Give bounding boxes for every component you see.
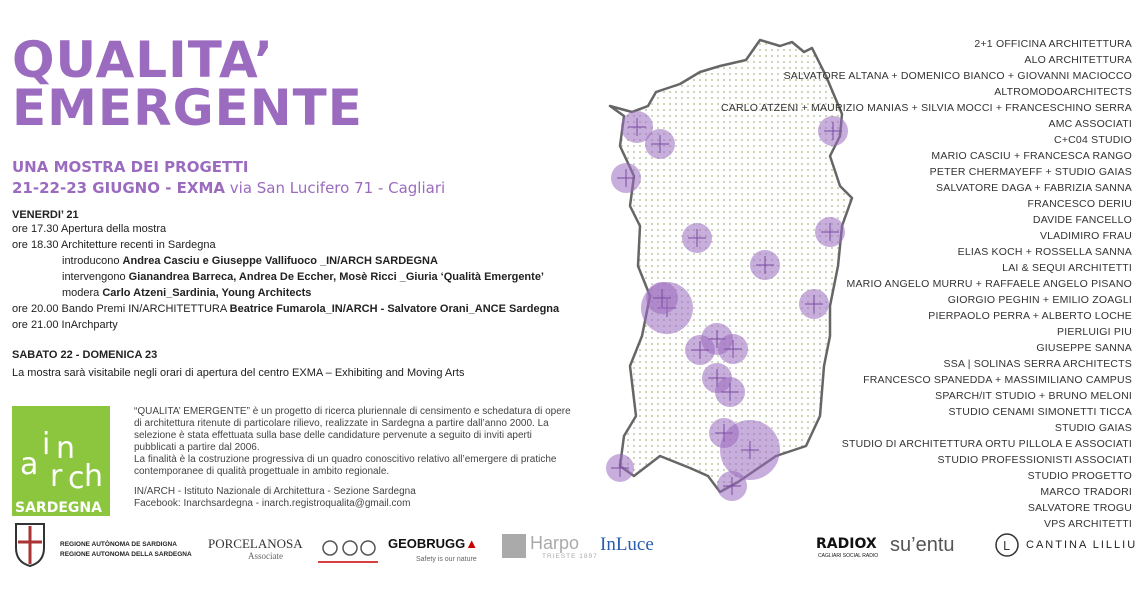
- desc-paragraph: La finalità è la costruzione progressiva di un quadro conoscitivo relativo all’emergere di pratiche contemporanee di qualità progettuale in ambito regionale.: [134, 454, 557, 477]
- desc-paragraph: “QUALITA’ EMERGENTE” è un progetto di ricerca pluriennale di censimento e schedatura di opere di architettura ritenute di particolare rilievo, realizzate in Sardegna a partire dall’anno 2000. La selezione è stata effettuata sulla base delle candidature pervenute a seguito di inviti aperti pubblicati a partire dal 2006.: [134, 406, 571, 453]
- region-name: REGIONE AUTÒNOMA DE SARDIGNA REGIONE AUTONOMA DELLA SARDEGNA: [60, 541, 192, 558]
- svg-text:c: c: [68, 461, 85, 496]
- architect-name: DAVIDE FANCELLO: [1032, 214, 1132, 226]
- contact-line: Facebook: Inarchsardegna - inarch.registroqualita@gmail.com: [134, 498, 411, 509]
- architect-name: MARIO CASCIU + FRANCESCA RANGO: [931, 150, 1132, 162]
- odq-logo-icon: [316, 536, 380, 571]
- svg-text:i: i: [42, 427, 51, 462]
- architect-name: PIERLUIGI PIU: [1057, 326, 1132, 338]
- architect-name: FRANCESCO DERIU: [1027, 198, 1132, 210]
- inarch-logo: [12, 406, 110, 516]
- sponsor-bar: [12, 520, 1138, 580]
- architect-name: STUDIO PROFESSIONISTI ASSOCIATI: [937, 454, 1132, 466]
- geobrugg-logo: GEOBRUGG▲: [388, 536, 479, 551]
- architect-name: GIORGIO PEGHIN + EMILIO ZOAGLI: [947, 294, 1132, 306]
- harpo-square-icon: [502, 534, 526, 558]
- desc-paragraph: IN/ARCH - Istituto Nazionale di Architettura - Sezione Sardegna: [134, 486, 416, 497]
- dates: 21-22-23 GIUGNO - EXMA: [12, 179, 226, 197]
- architect-name: VLADIMIRO FRAU: [1039, 230, 1132, 242]
- architect-name: MARIO ANGELO MURRU + RAFFAELE ANGELO PISANO: [846, 278, 1132, 290]
- architect-name: ELIAS KOCH + ROSSELLA SANNA: [957, 246, 1132, 258]
- architect-name: STUDIO DI ARCHITETTURA ORTU PILLOLA E ASSOCIATI: [841, 438, 1132, 450]
- inluce-logo: InLuce: [600, 534, 654, 555]
- svg-text:r: r: [50, 459, 63, 494]
- svg-text:h: h: [84, 459, 104, 494]
- architect-name: STUDIO GAIAS: [1054, 422, 1132, 434]
- lilliu-badge-icon: [994, 532, 1020, 563]
- architect-name: SALVATORE ALTANA + DOMENICO BIANCO + GIOVANNI MACIOCCO: [783, 70, 1132, 82]
- architect-name: MARCO TRADORI: [1040, 486, 1132, 498]
- architect-name: SALVATORE TROGU: [1027, 502, 1132, 514]
- title-line-1: QUALITA’: [12, 31, 275, 89]
- date-venue: [12, 179, 445, 197]
- programme-line: introducono Andrea Casciu e Giuseppe Vallifuoco _IN/ARCH SARDEGNA: [62, 255, 438, 267]
- architects-list: [721, 36, 1132, 532]
- architect-name: PETER CHERMAYEFF + STUDIO GAIAS: [929, 166, 1132, 178]
- programme-line: ore 20.00 Bando Premi IN/ARCHITETTURA Beatrice Fumarola_IN/ARCH - Salvatore Orani_ANCE Sardegna: [12, 303, 560, 315]
- architect-name: LAI & SEQUI ARCHITETTI: [1002, 262, 1132, 274]
- title-line-2: EMERGENTE: [12, 79, 363, 137]
- svg-text:n: n: [56, 431, 76, 466]
- venue: via San Lucifero 71 - Cagliari: [225, 179, 446, 197]
- architect-name: PIERPAOLO PERRA + ALBERTO LOCHE: [928, 310, 1132, 322]
- architect-name: SSA | SOLINAS SERRA ARCHITECTS: [943, 358, 1132, 370]
- architect-name: FRANCESCO SPANEDDA + MASSIMILIANO CAMPUS: [863, 374, 1132, 386]
- logo-label: SARDEGNA: [15, 500, 102, 516]
- architect-name: STUDIO CENAMI SIMONETTI TICCA: [948, 406, 1132, 418]
- architect-name: GIUSEPPE SANNA: [1036, 342, 1132, 354]
- svg-text:L: L: [1003, 539, 1010, 553]
- architect-name: ALO ARCHITETTURA: [1024, 54, 1132, 66]
- radiox-sub: CAGLIARI SOCIAL RADIO: [818, 553, 879, 559]
- radiox-logo: RADIOX: [816, 536, 877, 552]
- exhibition-title: [12, 31, 442, 137]
- programme-line: intervengono Gianandrea Barreca, Andrea De Eccher, Mosè Ricci _Giuria ‘Qualità Emergente’: [62, 271, 544, 283]
- friday-heading: VENERDI’ 21: [12, 209, 79, 221]
- lilliu-logo: CANTINA LILLIU: [1026, 539, 1138, 551]
- harpo-logo: Harpo: [530, 533, 580, 553]
- architect-name: STUDIO PROGETTO: [1027, 470, 1132, 482]
- suentu-logo: su’entu: [890, 534, 955, 556]
- subtitle: UNA MOSTRA DEI PROGETTI: [12, 158, 249, 176]
- programme-line: modera Carlo Atzeni_Sardinia, Young Architects: [62, 287, 312, 299]
- architect-name: 2+1 OFFICINA ARCHITETTURA: [974, 38, 1132, 50]
- architect-name: C+C04 STUDIO: [1054, 134, 1132, 146]
- architect-name: SALVATORE DAGA + FABRIZIA SANNA: [936, 182, 1132, 194]
- architect-name: CARLO ATZENI + MAURIZIO MANIAS + SILVIA MOCCI + FRANCESCHINO SERRA: [720, 102, 1132, 114]
- architect-name: AMC ASSOCIATI: [1048, 118, 1132, 130]
- porcelanosa-logo: PORCELANOSA: [208, 536, 303, 551]
- programme-line: ore 18.30 Architetture recenti in Sardegna: [12, 239, 216, 251]
- region-crest-icon: [12, 520, 48, 573]
- svg-text:a: a: [20, 447, 39, 482]
- project-description: [134, 406, 574, 510]
- weekend-heading: SABATO 22 - DOMENICA 23: [12, 349, 158, 361]
- geobrugg-tagline: Safety is our nature: [416, 556, 477, 563]
- weekend-text: La mostra sarà visitabile negli orari di apertura del centro EXMA – Exhibiting and Moving Arts: [12, 367, 465, 379]
- architect-name: VPS ARCHITETTI: [1044, 518, 1132, 530]
- programme-line: ore 17.30 Apertura della mostra: [12, 223, 167, 235]
- programme-line: ore 21.00 InArchparty: [12, 319, 118, 331]
- architect-name: SPARCH/IT STUDIO + BRUNO MELONI: [935, 390, 1132, 402]
- porcelanosa-sub: Associate: [248, 551, 283, 561]
- architect-name: ALTROMODOARCHITECTS: [994, 86, 1132, 98]
- harpo-sub: TRIESTE 1897: [542, 553, 598, 560]
